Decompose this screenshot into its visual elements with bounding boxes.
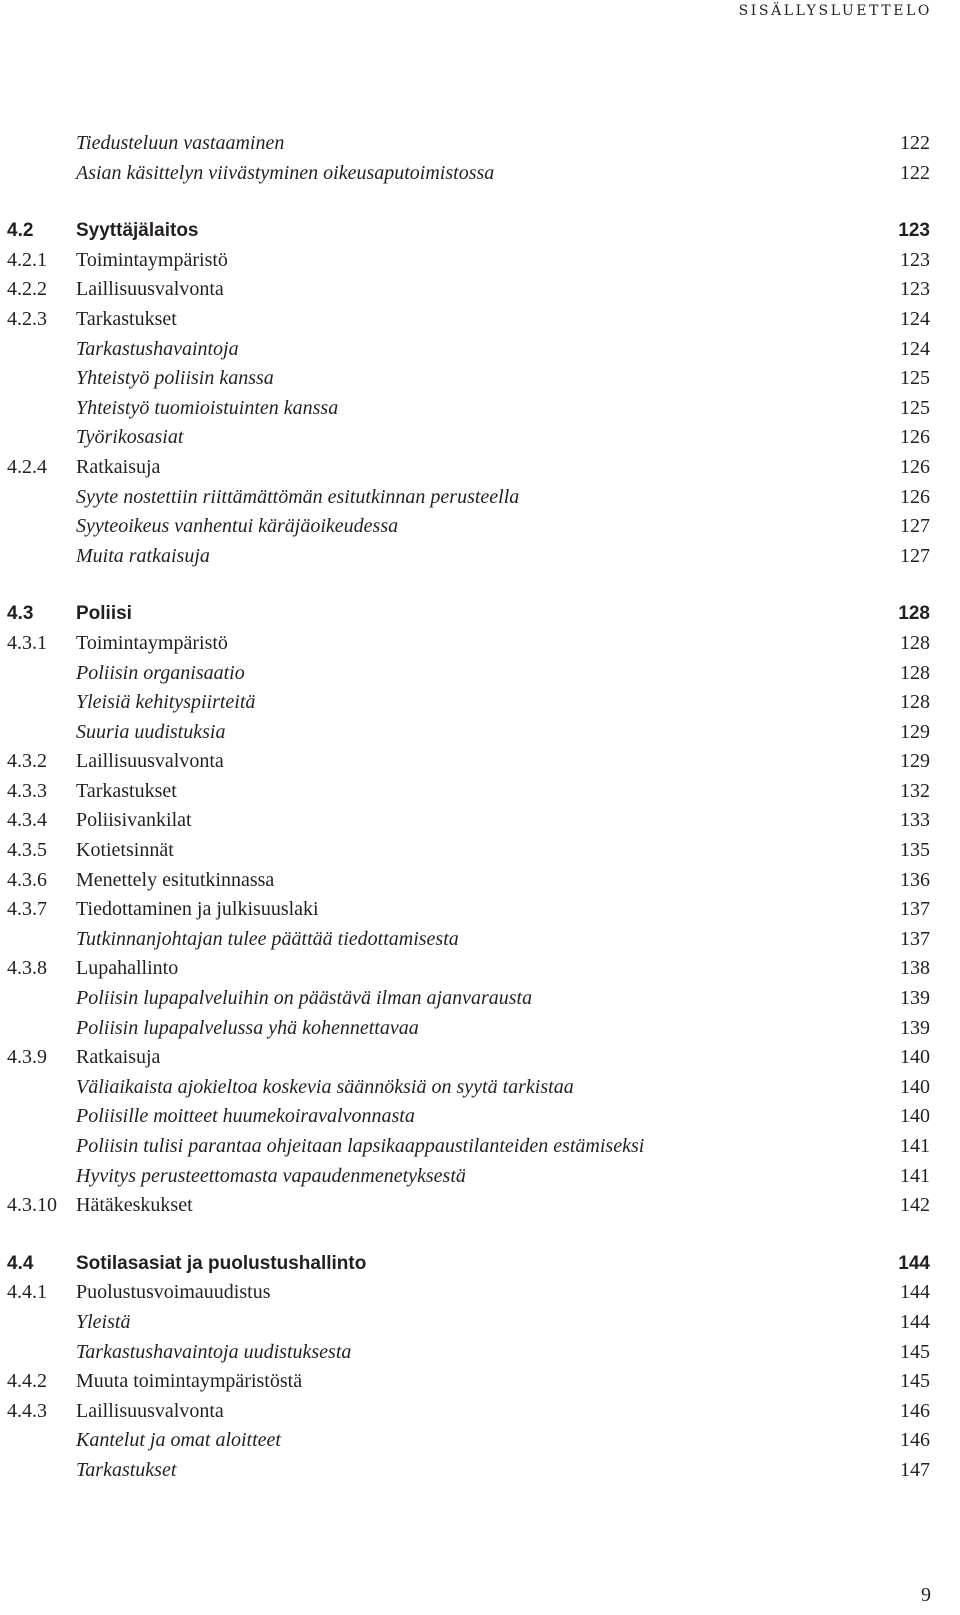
toc-entry-page: 127 bbox=[900, 544, 930, 567]
toc-entry-page: 123 bbox=[898, 220, 930, 242]
toc-entry-number: 4.3.8 bbox=[7, 957, 47, 980]
toc-entry-page: 126 bbox=[900, 455, 930, 478]
toc-entry-number: 4.4 bbox=[7, 1252, 34, 1274]
toc-entry-title: Yleisiä kehityspiirteitä bbox=[76, 691, 256, 714]
toc-section-entry bbox=[0, 747, 960, 777]
toc-entry-page: 145 bbox=[900, 1340, 930, 1363]
toc-subsection-entry bbox=[0, 1426, 960, 1456]
toc-entry-page: 135 bbox=[900, 839, 930, 862]
toc-entry-title: Ratkaisuja bbox=[76, 1046, 161, 1069]
toc-subsection-entry bbox=[0, 1308, 960, 1338]
toc-subsection-entry bbox=[0, 1162, 960, 1192]
toc-entry-page: 140 bbox=[900, 1105, 930, 1128]
toc-entry-title: Ratkaisuja bbox=[76, 455, 161, 478]
toc-entry-page: 124 bbox=[900, 337, 930, 360]
toc-entry-page: 125 bbox=[900, 396, 930, 419]
toc-entry-title: Lupahallinto bbox=[76, 957, 179, 980]
toc-subsection-entry bbox=[0, 1073, 960, 1103]
toc-section-entry bbox=[0, 836, 960, 866]
toc-section-entry bbox=[0, 1367, 960, 1397]
toc-entry-page: 123 bbox=[900, 248, 930, 271]
toc-entry-page: 142 bbox=[900, 1194, 930, 1217]
toc-entry-title: Muuta toimintaympäristöstä bbox=[76, 1370, 303, 1393]
toc-subsection-entry bbox=[0, 1102, 960, 1132]
toc-entry-title: Tarkastukset bbox=[76, 1458, 177, 1481]
toc-entry-title: Yhteistyö poliisin kanssa bbox=[76, 367, 274, 390]
running-header: SISÄLLYSLUETTELO bbox=[738, 3, 932, 19]
toc-subsection-entry bbox=[0, 129, 960, 159]
toc-entry-number: 4.3.7 bbox=[7, 898, 47, 921]
toc-entry-title: Suuria uudistuksia bbox=[76, 720, 226, 743]
toc-entry-number: 4.2.2 bbox=[7, 278, 47, 301]
toc-entry-title: Työrikosasiat bbox=[76, 426, 184, 449]
toc-entry-page: 139 bbox=[900, 987, 930, 1010]
toc-entry-title: Laillisuusvalvonta bbox=[76, 1399, 224, 1422]
toc-entry-title: Sotilasasiat ja puolustushallinto bbox=[76, 1252, 367, 1274]
toc-entry-number: 4.2.4 bbox=[7, 455, 47, 478]
toc-subsection-entry bbox=[0, 718, 960, 748]
toc-subsection-entry bbox=[0, 1132, 960, 1162]
toc-entry-page: 136 bbox=[900, 868, 930, 891]
toc-entry-number: 4.2 bbox=[7, 220, 34, 242]
toc-entry-number: 4.3.3 bbox=[7, 779, 47, 802]
toc-entry-number: 4.4.2 bbox=[7, 1370, 47, 1393]
toc-subsection-entry bbox=[0, 423, 960, 453]
toc-entry-title: Tarkastushavaintoja uudistuksesta bbox=[76, 1340, 352, 1363]
toc-chapter-entry bbox=[0, 1249, 960, 1279]
toc-entry-title: Toimintaympäristö bbox=[76, 248, 228, 271]
toc-chapter-entry bbox=[0, 599, 960, 629]
toc-entry-title: Laillisuusvalvonta bbox=[76, 750, 224, 773]
toc-entry-title: Väliaikaista ajokieltoa koskevia säännöksiä on syytä tarkistaa bbox=[76, 1075, 574, 1098]
toc-section-entry bbox=[0, 629, 960, 659]
toc-entry-number: 4.3.2 bbox=[7, 750, 47, 773]
toc-entry-number: 4.2.3 bbox=[7, 307, 47, 330]
toc-section-entry bbox=[0, 1043, 960, 1073]
toc-section-entry bbox=[0, 246, 960, 276]
toc-entry-number: 4.4.3 bbox=[7, 1399, 47, 1422]
toc-subsection-entry bbox=[0, 925, 960, 955]
toc-subsection-entry bbox=[0, 542, 960, 572]
toc-entry-page: 128 bbox=[900, 661, 930, 684]
toc-entry-title: Syyteoikeus vanhentui käräjäoikeudessa bbox=[76, 515, 399, 538]
toc-entry-title: Yleistä bbox=[76, 1310, 131, 1333]
toc-subsection-entry bbox=[0, 659, 960, 689]
toc-entry-page: 124 bbox=[900, 307, 930, 330]
toc-entry-page: 138 bbox=[900, 957, 930, 980]
toc-section-entry bbox=[0, 275, 960, 305]
toc-entry-page: 129 bbox=[900, 750, 930, 773]
toc-entry-title: Tutkinnanjohtajan tulee päättää tiedottamisesta bbox=[76, 927, 459, 950]
toc-entry-title: Syyte nostettiin riittämättömän esitutkinnan perusteella bbox=[76, 485, 520, 508]
toc-entry-page: 128 bbox=[900, 691, 930, 714]
toc-entry-page: 144 bbox=[898, 1252, 930, 1274]
toc-subsection-entry bbox=[0, 394, 960, 424]
toc-entry-page: 125 bbox=[900, 367, 930, 390]
toc-entry-number: 4.3.1 bbox=[7, 631, 47, 654]
toc-subsection-entry bbox=[0, 159, 960, 189]
toc-section-entry bbox=[0, 1278, 960, 1308]
table-of-contents bbox=[0, 129, 960, 1486]
toc-entry-title: Poliisivankilat bbox=[76, 809, 192, 832]
page-number: 9 bbox=[921, 1584, 931, 1606]
toc-entry-number: 4.3.6 bbox=[7, 868, 47, 891]
toc-entry-page: 146 bbox=[900, 1399, 930, 1422]
toc-subsection-entry bbox=[0, 1456, 960, 1486]
toc-entry-title: Poliisin lupapalveluihin on päästävä ilman ajanvarausta bbox=[76, 987, 533, 1010]
toc-subsection-entry bbox=[0, 1014, 960, 1044]
toc-entry-title: Asian käsittelyn viivästyminen oikeusaputoimistossa bbox=[76, 161, 495, 184]
toc-entry-title: Toimintaympäristö bbox=[76, 631, 228, 654]
toc-entry-page: 129 bbox=[900, 720, 930, 743]
toc-entry-number: 4.3.4 bbox=[7, 809, 47, 832]
toc-section-entry bbox=[0, 866, 960, 896]
toc-entry-title: Puolustusvoimauudistus bbox=[76, 1281, 271, 1304]
toc-entry-number: 4.3.9 bbox=[7, 1046, 47, 1069]
toc-entry-title: Tiedusteluun vastaaminen bbox=[76, 132, 285, 154]
toc-subsection-entry bbox=[0, 335, 960, 365]
toc-entry-number: 4.3.5 bbox=[7, 839, 47, 862]
toc-subsection-entry bbox=[0, 688, 960, 718]
toc-entry-title: Kantelut ja omat aloitteet bbox=[76, 1429, 281, 1452]
toc-subsection-entry bbox=[0, 984, 960, 1014]
toc-section-entry bbox=[0, 305, 960, 335]
toc-section-entry bbox=[0, 777, 960, 807]
toc-entry-number: 4.4.1 bbox=[7, 1281, 47, 1304]
toc-entry-title: Kotietsinnät bbox=[76, 839, 174, 862]
toc-subsection-entry bbox=[0, 483, 960, 513]
toc-entry-page: 146 bbox=[900, 1429, 930, 1452]
toc-entry-page: 140 bbox=[900, 1046, 930, 1069]
toc-entry-page: 126 bbox=[900, 426, 930, 449]
toc-entry-page: 128 bbox=[898, 603, 930, 625]
toc-subsection-entry bbox=[0, 1338, 960, 1368]
toc-entry-title: Menettely esitutkinnassa bbox=[76, 868, 275, 891]
toc-entry-title: Poliisin lupapalvelussa yhä kohennettavaa bbox=[76, 1016, 419, 1039]
toc-section-entry bbox=[0, 453, 960, 483]
toc-entry-page: 140 bbox=[900, 1075, 930, 1098]
toc-entry-page: 137 bbox=[900, 898, 930, 921]
toc-section-entry bbox=[0, 1397, 960, 1427]
toc-section-entry bbox=[0, 1191, 960, 1221]
toc-entry-page: 139 bbox=[900, 1016, 930, 1039]
toc-entry-page: 127 bbox=[900, 515, 930, 538]
toc-entry-number: 4.3 bbox=[7, 603, 34, 625]
toc-entry-page: 141 bbox=[900, 1135, 930, 1157]
toc-entry-title: Tarkastushavaintoja bbox=[76, 337, 239, 360]
toc-entry-title: Poliisi bbox=[76, 603, 132, 625]
toc-entry-title: Laillisuusvalvonta bbox=[76, 278, 224, 301]
toc-entry-title: Hyvitys perusteettomasta vapaudenmenetyksestä bbox=[76, 1164, 466, 1187]
toc-entry-title: Yhteistyö tuomioistuinten kanssa bbox=[76, 396, 339, 419]
toc-entry-page: 122 bbox=[900, 161, 930, 184]
toc-entry-page: 141 bbox=[900, 1164, 930, 1187]
toc-entry-page: 144 bbox=[900, 1310, 930, 1333]
toc-entry-page: 144 bbox=[900, 1281, 930, 1304]
toc-chapter-entry bbox=[0, 216, 960, 246]
toc-entry-title: Poliisin organisaatio bbox=[76, 661, 245, 684]
toc-entry-number: 4.3.10 bbox=[7, 1194, 57, 1217]
toc-entry-title: Tarkastukset bbox=[76, 779, 177, 802]
toc-entry-title: Muita ratkaisuja bbox=[76, 544, 210, 567]
toc-section-entry bbox=[0, 895, 960, 925]
toc-entry-title: Hätäkeskukset bbox=[76, 1194, 193, 1217]
toc-section-entry bbox=[0, 806, 960, 836]
toc-entry-title: Tarkastukset bbox=[76, 307, 177, 330]
toc-entry-page: 132 bbox=[900, 779, 930, 802]
toc-entry-page: 147 bbox=[900, 1458, 930, 1481]
toc-entry-title: Poliisin tulisi parantaa ohjeitaan lapsikaappaustilanteiden estämiseksi bbox=[76, 1135, 645, 1157]
toc-entry-page: 145 bbox=[900, 1370, 930, 1393]
toc-entry-title: Syyttäjälaitos bbox=[76, 220, 199, 242]
toc-subsection-entry bbox=[0, 512, 960, 542]
toc-section-entry bbox=[0, 954, 960, 984]
toc-entry-page: 128 bbox=[900, 631, 930, 654]
toc-entry-number: 4.2.1 bbox=[7, 248, 47, 271]
toc-subsection-entry bbox=[0, 364, 960, 394]
toc-entry-page: 123 bbox=[900, 278, 930, 301]
toc-entry-page: 126 bbox=[900, 485, 930, 508]
toc-entry-page: 137 bbox=[900, 927, 930, 950]
toc-entry-page: 122 bbox=[900, 132, 930, 154]
toc-entry-page: 133 bbox=[900, 809, 930, 832]
toc-entry-title: Poliisille moitteet huumekoiravalvonnasta bbox=[76, 1105, 415, 1128]
toc-entry-title: Tiedottaminen ja julkisuuslaki bbox=[76, 898, 319, 921]
